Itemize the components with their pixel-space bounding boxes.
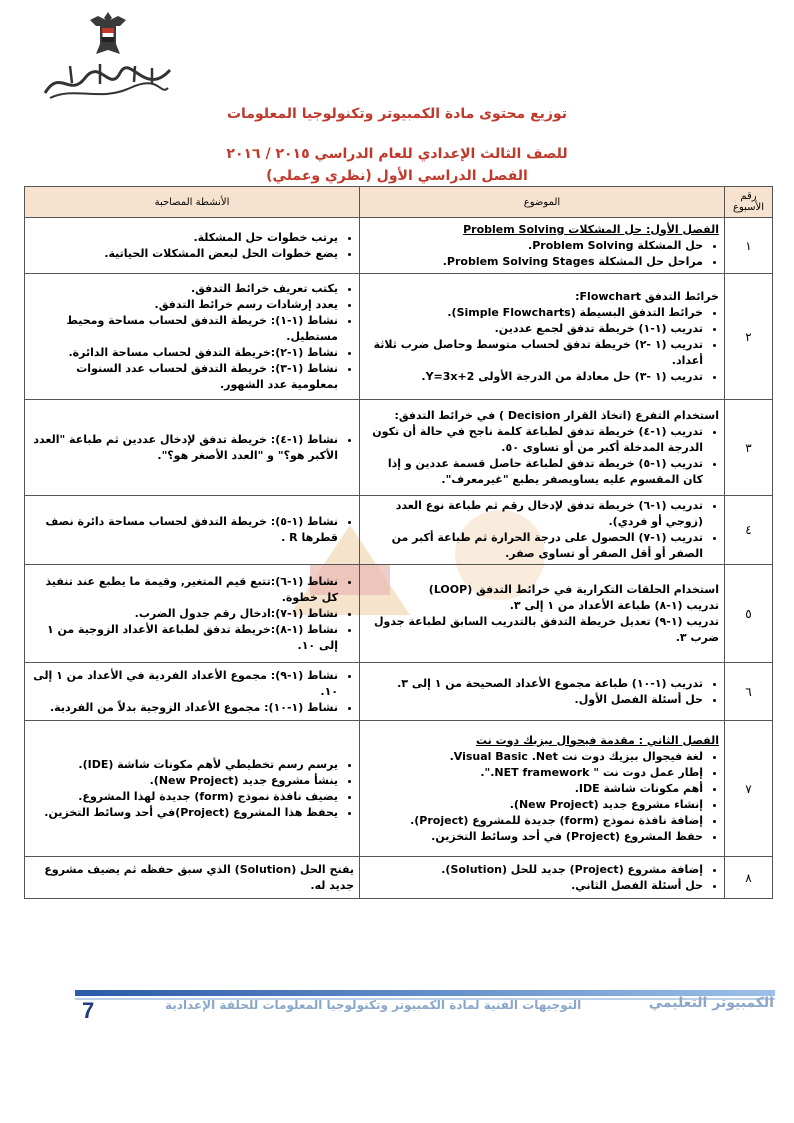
week-number: ٧ (725, 721, 773, 857)
table-row (25, 857, 773, 899)
activities-cell (25, 496, 360, 565)
footer-center-text: التوجيهات الفنية لمادة الكمبيوتر وتكنولوجيا المعلومات للحلقة الإعدادية (165, 998, 582, 1012)
activity-item: • نشاط (١-١): خريطة التدفق لحساب مساحة ومحيط مستطيل. (30, 313, 338, 345)
topic-head: خرائط التدفق Flowchart: (575, 289, 719, 303)
week-number: ٨ (725, 857, 773, 899)
topic-item: • تدريب (١-٤) خريطة تدفق لطباعة كلمة ناجح في حالة أن تكون الدرجة المدخلة أكبر من أو تساوى ٥٠. (365, 424, 703, 456)
activities-cell (25, 663, 360, 721)
topic-item: • تدريب (١-٥) خريطة تدفق لطباعة حاصل قسمة عددين و إذا كان المقسوم عليه يساويصفر يطبع "غيرمعرف". (365, 456, 703, 488)
eagle-emblem-icon (88, 10, 128, 58)
week-column-header: رقم الأسبوع (725, 187, 773, 218)
topic-head: استخدام التفرع (اتخاذ القرار Decision ) في خرائط التدفق: (394, 408, 719, 422)
page-number: 7 (82, 998, 95, 1023)
activity-item: • نشاط (١-٣): خريطة التدفق لحساب عدد السنوات بمعلومية عدد الشهور. (30, 361, 338, 393)
table-row (25, 721, 773, 857)
activities-cell (25, 721, 360, 857)
topic-cell (360, 565, 725, 663)
activity-item: • نشاط (١-٧):ادخال رقم جدول الضرب. (30, 606, 338, 622)
table-row (25, 496, 773, 565)
week-number: ٢ (725, 274, 773, 400)
topic-column-header: الموضوع (360, 187, 725, 218)
topic-head: استخدام الحلقات التكرارية في خرائط التدفق (LOOP) (428, 582, 719, 596)
footer-right-text: الكمبيوتر التعليمي (648, 995, 774, 1011)
calligraphy-logo-icon (40, 58, 175, 104)
topic-item: • تدريب (١-٦) خريطة تدفق لإدخال رقم ثم طباعة نوع العدد (زوجي أو فردي). (365, 498, 703, 530)
topic-cell (360, 857, 725, 899)
activity-item: • نشاط (١-٦):تتبع قيم المتغير, وقيمة ما يطبع عند تنفيذ كل خطوة. (30, 574, 338, 606)
topic-cell (360, 218, 725, 274)
table-row (25, 663, 773, 721)
activities-cell (25, 400, 360, 496)
topic-item: • حل المشكلة Problem Solving. (365, 238, 703, 254)
activity-item: • يحفظ هذا المشروع (Project)في أحد وسائط التخزين. (30, 805, 338, 821)
activity-item: • يضيف نافذة نموذج (form) جديدة لهذا المشروع. (30, 789, 338, 805)
topic-item: • لغة فيجوال بيزيك دوت نت Visual Basic .Net. (365, 749, 703, 765)
activity-item: • نشاط (١-١٠): مجموع الأعداد الزوجية بدلاً من الفردية. (30, 700, 338, 716)
activity-item: • يرسم رسم تخطيطي لأهم مكونات شاشة (IDE). (30, 757, 338, 773)
topic-cell (360, 400, 725, 496)
topic-item: • تدريب (١ -٢) خريطة تدفق لحساب متوسط وحاصل ضرب ثلاثة أعداد. (365, 337, 703, 369)
term-title: الفصل الدراسي الأول (نظري وعملي) (266, 168, 528, 184)
activity-item: • ينشأ مشروع جديد (New Project). (30, 773, 338, 789)
activity-item: • يعدد إرشادات رسم خرائط التدفق. (30, 297, 338, 313)
week-number: ١ (725, 218, 773, 274)
table-row (25, 218, 773, 274)
grade-year-title: للصف الثالث الإعدادي للعام الدراسي ٢٠١٥ / ٢٠١٦ (226, 146, 568, 162)
activity-item: • يضع خطوات الحل لبعض المشكلات الحياتية. (30, 246, 338, 262)
activities-cell: يفتح الحل (Solution) الذي سبق حفظه ثم يضيف مشروع جديد له. (25, 857, 360, 899)
activities-cell (25, 274, 360, 400)
topic-item: • أهم مكونات شاشة IDE. (365, 781, 703, 797)
activity-item: • نشاط (١-٥): خريطة التدفق لحساب مساحة دائرة نصف قطرها R . (30, 514, 338, 546)
topic-item: تدريب (١-٩) تعديل خريطة التدفق بالتدريب السابق لطباعة جدول ضرب ٣. (373, 614, 719, 644)
activity-item: • نشاط (١-٨):خريطة تدفق لطباعة الأعداد الزوجية من ١ إلى ١٠. (30, 622, 338, 654)
topic-item: • مراحل حل المشكلة Problem Solving Stages. (365, 254, 703, 270)
topic-item: • حل أسئلة الفصل الأول. (365, 692, 703, 708)
week-number: ٤ (725, 496, 773, 565)
topic-item: • إضافة نافذة نموذج (form) جديدة للمشروع (Project). (365, 813, 703, 829)
topic-item: • إضافة مشروع (Project) جديد للحل (Solution). (365, 862, 703, 878)
activity-item: • يرتب خطوات حل المشكلة. (30, 230, 338, 246)
table-header-row (25, 187, 773, 218)
topic-item: • تدريب (١-١) خريطة تدفق لجمع عددين. (365, 321, 703, 337)
content-table (24, 186, 773, 899)
topic-item: • إنشاء مشروع جديد (New Project). (365, 797, 703, 813)
topic-cell (360, 721, 725, 857)
activities-cell (25, 565, 360, 663)
activities-cell (25, 218, 360, 274)
topic-cell (360, 274, 725, 400)
topic-item: • حل أسئلة الفصل الثاني. (365, 878, 703, 894)
topic-cell (360, 663, 725, 721)
week-number: ٥ (725, 565, 773, 663)
topic-item: • تدريب (١ -٣) حل معادلة من الدرجة الأولى Y=3x+2. (365, 369, 703, 385)
week-number: ٦ (725, 663, 773, 721)
topic-head: الفصل الأول: حل المشكلات Problem Solving (463, 222, 719, 236)
table-row (25, 565, 773, 663)
activity-item: • يكتب تعريف خرائط التدفق. (30, 281, 338, 297)
page-title: توزيع محتوى مادة الكمبيوتر وتكنولوجيا المعلومات (226, 106, 567, 122)
topic-cell (360, 496, 725, 565)
activity-item: • نشاط (١-٢):خريطة التدفق لحساب مساحة الدائرة. (30, 345, 338, 361)
activity-item: • نشاط (١-٩): مجموع الأعداد الفردية في الأعداد من ١ إلى ١٠. (30, 668, 338, 700)
topic-head: الفصل الثاني : مقدمة فيجوال بيزيك دوت نت (475, 733, 719, 747)
topic-item: • خرائط التدفق البسيطة (Simple Flowcharts). (365, 305, 703, 321)
topic-item: تدريب (١-٨) طباعة الأعداد من ١ إلى ٣. (509, 598, 719, 612)
week-number: ٣ (725, 400, 773, 496)
topic-item: • حفظ المشروع (Project) في أحد وسائط التخزين. (365, 829, 703, 845)
topic-item: • إطار عمل دوت نت " NET framework.". (365, 765, 703, 781)
activity-item: • نشاط (١-٤): خريطة تدفق لإدخال عددين ثم طباعة "العدد الأكبر هو؟" و "العدد الأصغر هو؟". (30, 432, 338, 464)
ministry-logo (40, 10, 175, 105)
table-row (25, 274, 773, 400)
table-row (25, 400, 773, 496)
topic-item: • تدريب (١-١٠) طباعة مجموع الأعداد الصحيحة من ١ إلى ٣. (365, 676, 703, 692)
activities-column-header: الأنشطة المصاحبة (25, 187, 360, 218)
topic-item: • تدريب (١-٧) الحصول على درجة الحرارة ثم طباعة أكبر من الصفر أو أقل الصفر أو تساوى صفر. (365, 530, 703, 562)
